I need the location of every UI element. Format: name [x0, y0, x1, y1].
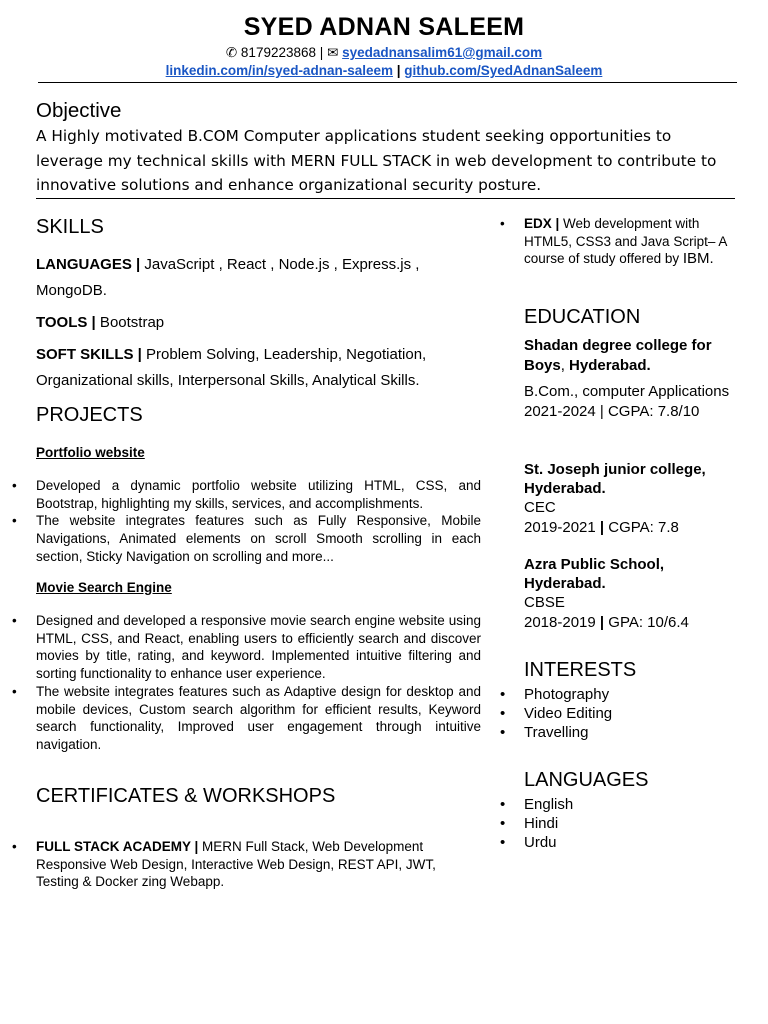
bullet-icon: •	[500, 724, 506, 741]
projects-heading: PROJECTS	[36, 404, 143, 426]
skills-languages	[36, 252, 456, 304]
phone-number: 8179223868	[240, 45, 317, 60]
list-item: • Urdu	[500, 834, 557, 851]
list-item: • Photography	[500, 686, 610, 703]
mail-icon: ✉	[327, 45, 339, 60]
education-entry	[524, 460, 744, 537]
certificates-list-continued	[500, 215, 734, 268]
bullet-icon: •	[12, 513, 17, 529]
skills-soft	[36, 342, 456, 394]
education-heading: EDUCATION	[524, 306, 641, 328]
education-school: Azra Public School, Hyderabad.	[524, 556, 665, 592]
certificate-item	[12, 838, 476, 891]
education-school: St. Joseph junior college, Hyderabad.	[524, 461, 706, 497]
profile-links-line	[0, 63, 768, 78]
languages-list	[500, 795, 724, 852]
skills-soft-value: Problem Solving, Leadership, Negotiation, Organizational skills, Interpersonal Skills, Analytical Skills.	[36, 346, 427, 389]
certificate-text: MERN Full Stack, Web Development Responsive Web Design, Interactive Web Design, REST API, JWT, Testing & Docker zing Webapp.	[36, 839, 436, 890]
education-entry	[524, 555, 744, 632]
bullet-icon: •	[12, 683, 17, 699]
skills-tools-label: TOOLS |	[36, 314, 96, 331]
education-years-score: 2019-2021 | CGPA: 7.8	[524, 518, 679, 536]
project-portfolio-bullets	[12, 477, 481, 566]
project-title-movie-search: Movie Search Engine	[36, 580, 172, 595]
education-entry	[524, 336, 744, 421]
contact-separator: |	[319, 45, 324, 60]
list-item: • Travelling	[500, 724, 589, 741]
certificates-heading: CERTIFICATES & WORKSHOPS	[36, 785, 336, 807]
objective-divider	[36, 198, 735, 199]
phone-icon: ✆	[225, 45, 238, 60]
links-separator: |	[396, 63, 401, 78]
list-item: • Designed and developed a responsive movie search engine website using HTML, CSS, and React, enabling users to efficiently search and discover movies by title, rating, and keyword. Implemented intuitive filtering and sorting functionality to enhance user experience.	[12, 613, 481, 682]
certificates-list	[12, 838, 476, 891]
education-course: B.Com., computer Applications	[524, 383, 730, 400]
resume-name: SYED ADNAN SALEEM	[243, 13, 525, 41]
bullet-icon: •	[12, 839, 17, 854]
bullet-icon: •	[500, 834, 506, 851]
bullet-icon: •	[500, 815, 506, 832]
certificate-label: FULL STACK ACADEMY |	[36, 839, 199, 854]
list-item: • Hindi	[500, 815, 559, 832]
objective-text: A Highly motivated B.COM Computer applications student seeking opportunities to leverage my technical skills with MERN FULL STACK in web development to contribute to innovative solutions and enhance organizational security posture.	[36, 127, 717, 194]
skills-tools	[36, 310, 476, 336]
project-movie-bullets	[12, 612, 481, 754]
skills-soft-label: SOFT SKILLS |	[36, 346, 142, 363]
list-item: • The website integrates features such as Adaptive design for desktop and mobile devices, Custom search algorithm for efficient results, Keyword search functionality, Improved user engagement through intuitive navigation.	[12, 683, 481, 752]
list-item: • Video Editing	[500, 705, 613, 722]
contact-line	[0, 45, 768, 61]
bullet-icon: •	[12, 613, 17, 628]
interests-heading: INTERESTS	[524, 659, 637, 681]
bullet-icon: •	[500, 686, 506, 703]
skills-heading: SKILLS	[36, 216, 104, 238]
certificate-label: EDX |	[524, 216, 560, 231]
email-link[interactable]: syedadnansalim61@gmail.com	[342, 45, 543, 60]
list-item: • Developed a dynamic portfolio website utilizing HTML, CSS, and Bootstrap, highlighting my skills, services, and accomplishments.	[12, 478, 481, 511]
list-item: • The website integrates features such as Fully Responsive, Mobile Navigations, Animated elements on scroll Smooth scrolling in each section, Sticky Navigation on scrolling and more...	[12, 513, 481, 564]
certificate-text: Web development with HTML5, CSS3 and Java Script– A course of study offered by	[524, 216, 727, 267]
project-title-portfolio: Portfolio website	[36, 445, 145, 460]
github-link[interactable]: github.com/SyedAdnanSaleem	[404, 63, 603, 78]
bullet-icon: •	[500, 705, 506, 722]
certificate-text-tail: IBM.	[682, 250, 714, 268]
languages-heading: LANGUAGES	[524, 769, 649, 791]
bullet-icon: •	[12, 478, 17, 493]
interests-list	[500, 685, 724, 742]
skills-tools-value: Bootstrap	[95, 314, 165, 331]
bullet-icon: •	[500, 796, 506, 813]
header-divider	[38, 82, 737, 83]
education-course: CEC	[524, 499, 556, 516]
skills-languages-value: JavaScript , React , Node.js , Express.js , MongoDB.	[36, 256, 420, 299]
skills-languages-label: LANGUAGES |	[36, 256, 141, 273]
list-item: • English	[500, 796, 574, 813]
objective-heading: Objective	[36, 99, 122, 122]
education-course: CBSE	[524, 594, 565, 611]
education-years-score: 2018-2019 | GPA: 10/6.4	[524, 613, 689, 631]
certificate-item	[500, 215, 734, 268]
education-years-score: 2021-2024 | CGPA: 7.8/10	[524, 402, 700, 420]
linkedin-link[interactable]: linkedin.com/in/syed-adnan-saleem	[165, 63, 393, 78]
education-school: Shadan degree college for Boys, Hyderabad.	[524, 337, 712, 374]
bullet-icon: •	[500, 216, 505, 231]
